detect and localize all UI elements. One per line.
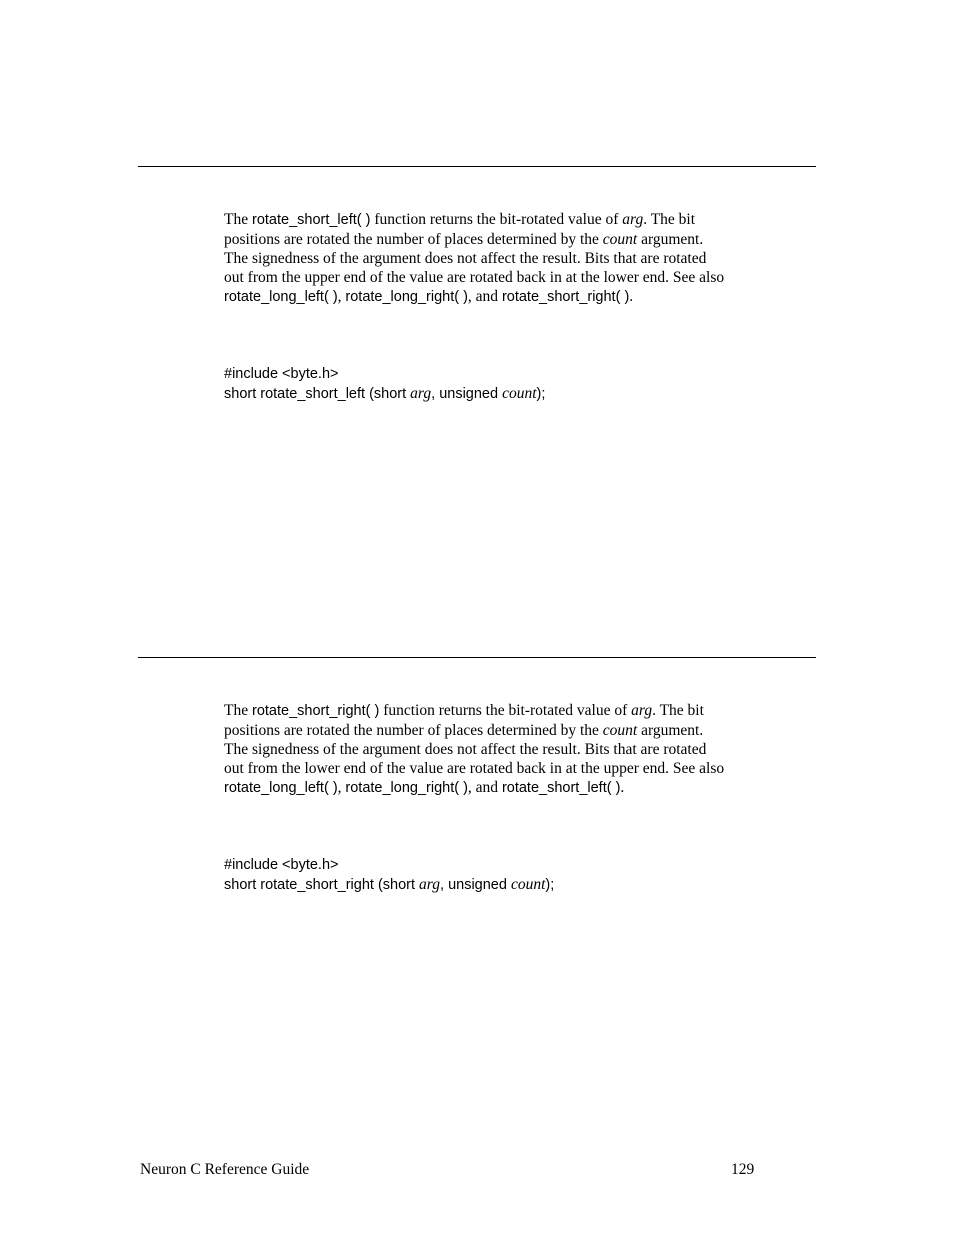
function-name: rotate_short_left( )	[251, 212, 371, 228]
see-also-line	[224, 287, 824, 307]
include-directive: #include <byte.h>	[224, 366, 339, 382]
argument-name: arg	[419, 876, 441, 893]
see-also-function: rotate_short_left( )	[501, 780, 621, 796]
footer-title: Neuron C Reference Guide	[140, 1161, 310, 1178]
section-divider	[138, 657, 816, 658]
text: ,	[337, 288, 346, 305]
text: . The bit	[643, 211, 696, 228]
text: ,	[337, 779, 346, 796]
section-divider	[138, 166, 816, 167]
text: argument.	[637, 722, 704, 739]
argument-name: arg	[410, 385, 432, 402]
syntax-block	[224, 856, 824, 895]
function-name: rotate_short_right( )	[251, 703, 380, 719]
description-line	[224, 210, 824, 230]
text: , unsigned	[431, 386, 503, 402]
text: The	[224, 702, 252, 719]
text: . The bit	[652, 702, 704, 719]
text: , and	[467, 288, 502, 305]
text: argument.	[637, 231, 704, 248]
text: .	[629, 288, 634, 305]
see-also-function: rotate_long_right( )	[345, 289, 468, 305]
text: positions are rotated the number of places determined by the	[224, 231, 603, 248]
function-description	[224, 210, 824, 307]
description-line: out from the upper end of the value are rotated back in at the lower end. See also	[224, 269, 725, 286]
argument-name: count	[510, 876, 546, 893]
text: , unsigned	[440, 877, 511, 893]
argument-name: arg	[631, 702, 653, 719]
include-directive: #include <byte.h>	[224, 857, 339, 873]
argument-name: arg	[622, 211, 644, 228]
text: function returns the bit-rotated value of	[370, 211, 623, 228]
text: , and	[467, 779, 502, 796]
see-also-function: rotate_long_right( )	[345, 780, 468, 796]
text: );	[545, 877, 555, 893]
see-also-line	[224, 778, 824, 798]
argument-name: count	[602, 231, 638, 248]
description-line	[224, 701, 824, 721]
argument-name: count	[502, 385, 537, 402]
page-number: 129	[731, 1161, 755, 1178]
description-line: out from the lower end of the value are rotated back in at the upper end. See also	[224, 760, 725, 777]
function-prototype	[224, 875, 824, 895]
see-also-function: rotate_short_right( )	[501, 289, 630, 305]
text: short rotate_short_left (short	[224, 386, 411, 402]
text: .	[620, 779, 625, 796]
syntax-block	[224, 365, 824, 404]
description-line: The signedness of the argument does not affect the result. Bits that are rotated	[224, 250, 707, 267]
see-also-function: rotate_long_left( )	[224, 289, 338, 305]
text: short rotate_short_right (short	[224, 877, 420, 893]
text: positions are rotated the number of places determined by the	[224, 722, 603, 739]
text: function returns the bit-rotated value of	[379, 702, 632, 719]
function-prototype	[224, 384, 824, 404]
description-line	[224, 721, 824, 740]
see-also-function: rotate_long_left( )	[224, 780, 338, 796]
text: );	[536, 386, 546, 402]
description-line: The signedness of the argument does not affect the result. Bits that are rotated	[224, 741, 707, 758]
description-line	[224, 230, 824, 249]
argument-name: count	[602, 722, 638, 739]
function-description	[224, 701, 824, 798]
text: The	[224, 211, 252, 228]
